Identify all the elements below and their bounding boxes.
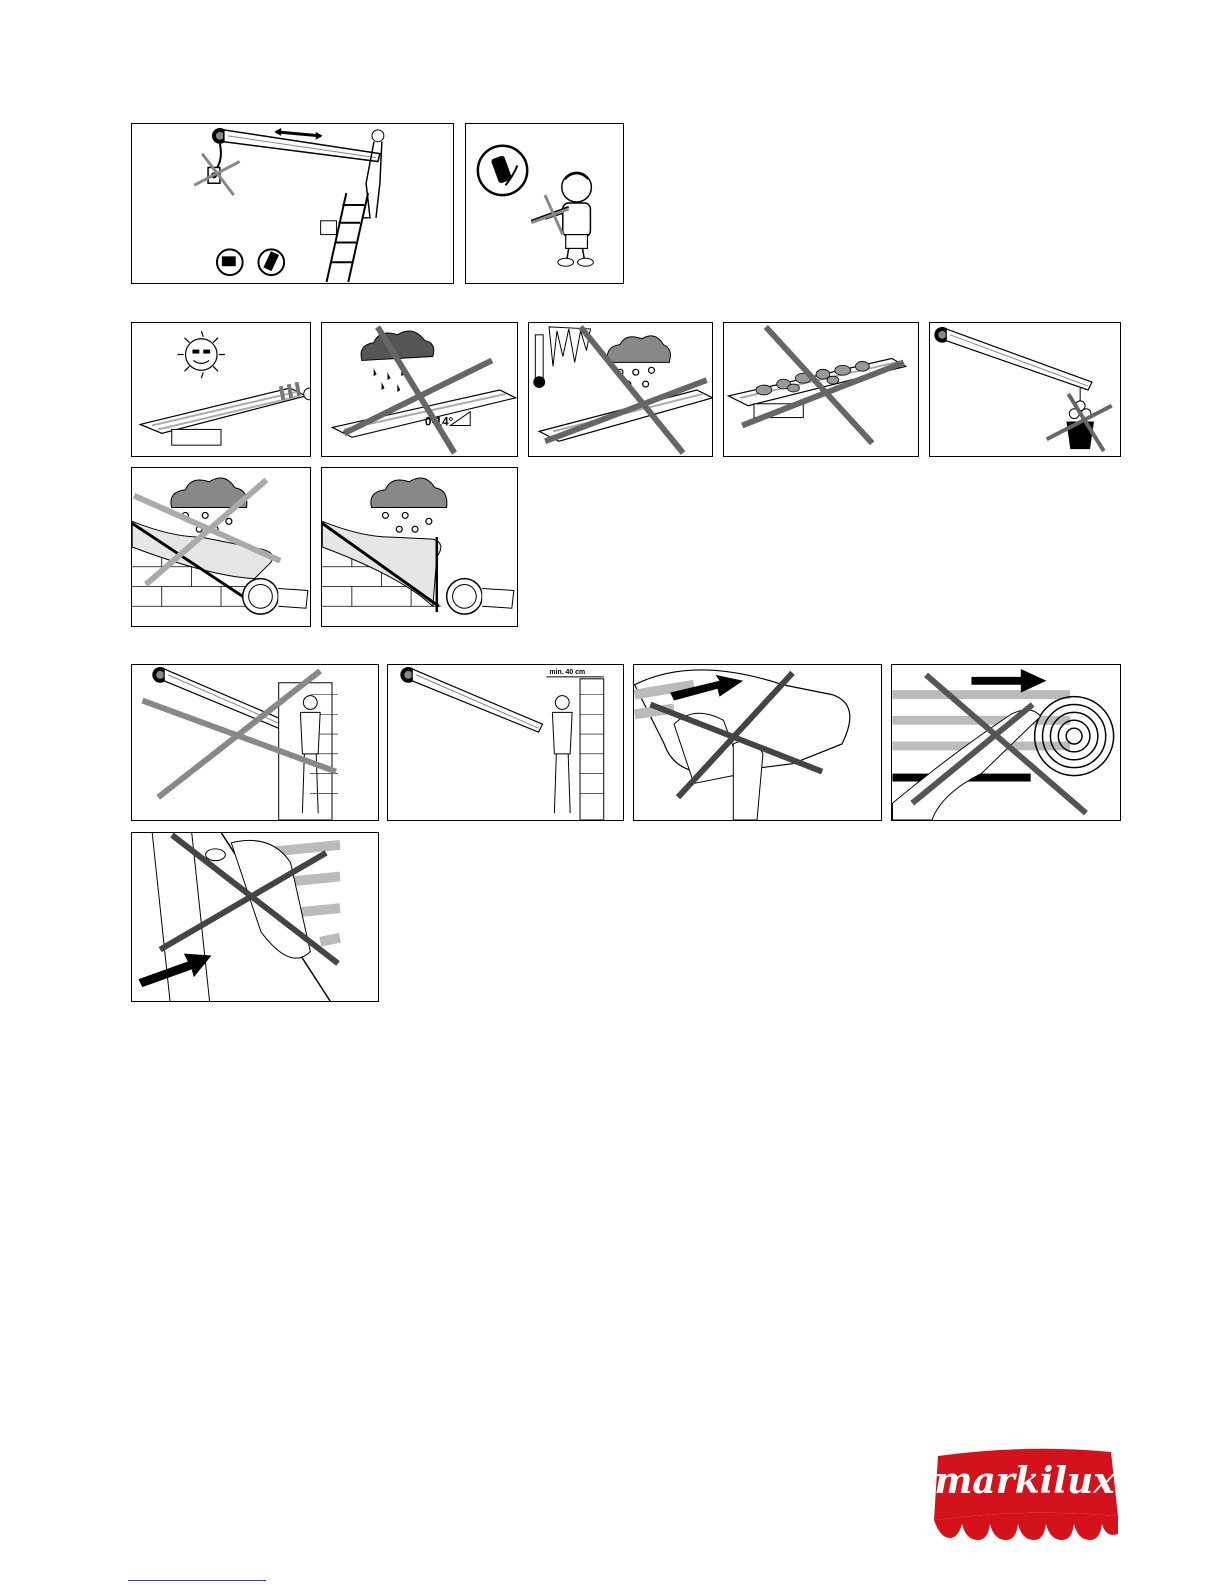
leaves-on-fabric-prohibited-icon xyxy=(724,323,918,456)
markilux-logo xyxy=(928,1442,1121,1550)
panel-hand-in-arm-joint-prohibited xyxy=(131,832,379,1002)
panel-hanging-weight-prohibited xyxy=(929,322,1121,457)
hand-on-roll-prohibited-icon xyxy=(892,665,1120,820)
ladder-operation-warning-icon xyxy=(132,124,453,283)
rain-prohibited-icon xyxy=(322,323,517,456)
hand-in-roller-prohibited-icon xyxy=(634,665,881,820)
panel-snow-load-prohibited xyxy=(131,467,311,627)
hanging-weight-prohibited-icon xyxy=(930,323,1120,456)
panel-rain-prohibited xyxy=(321,322,518,457)
panel-snow-load-support xyxy=(321,467,518,627)
panel-person-clearance-allowed xyxy=(387,664,624,821)
person-clearance-prohibited-icon xyxy=(132,665,378,820)
brand-name: markilux xyxy=(934,1460,1115,1502)
frost-snow-prohibited-icon xyxy=(529,323,712,456)
panel-ladder-warning xyxy=(131,123,454,284)
panel-hand-in-roller-prohibited xyxy=(633,664,882,821)
person-clearance-allowed-icon xyxy=(388,665,623,820)
panel-frost-snow-prohibited xyxy=(528,322,713,457)
snow-load-prohibited-icon xyxy=(132,468,310,626)
panel-child-remote-warning xyxy=(465,123,624,284)
child-remote-control-warning-icon xyxy=(466,124,623,283)
sun-allowed-icon xyxy=(132,323,310,456)
snow-load-with-support-icon xyxy=(322,468,517,626)
panel-leaves-prohibited xyxy=(723,322,919,457)
panel-person-clearance-prohibited xyxy=(131,664,379,821)
hand-in-arm-joint-prohibited-icon xyxy=(132,833,378,1001)
slope-range-label: 0-14° xyxy=(424,414,454,429)
footer-link-underline xyxy=(128,1580,266,1581)
panel-sun-allowed xyxy=(131,322,311,457)
wall-clearance-label: min. 40 cm xyxy=(549,668,586,676)
panel-hand-on-roll-prohibited xyxy=(891,664,1121,821)
